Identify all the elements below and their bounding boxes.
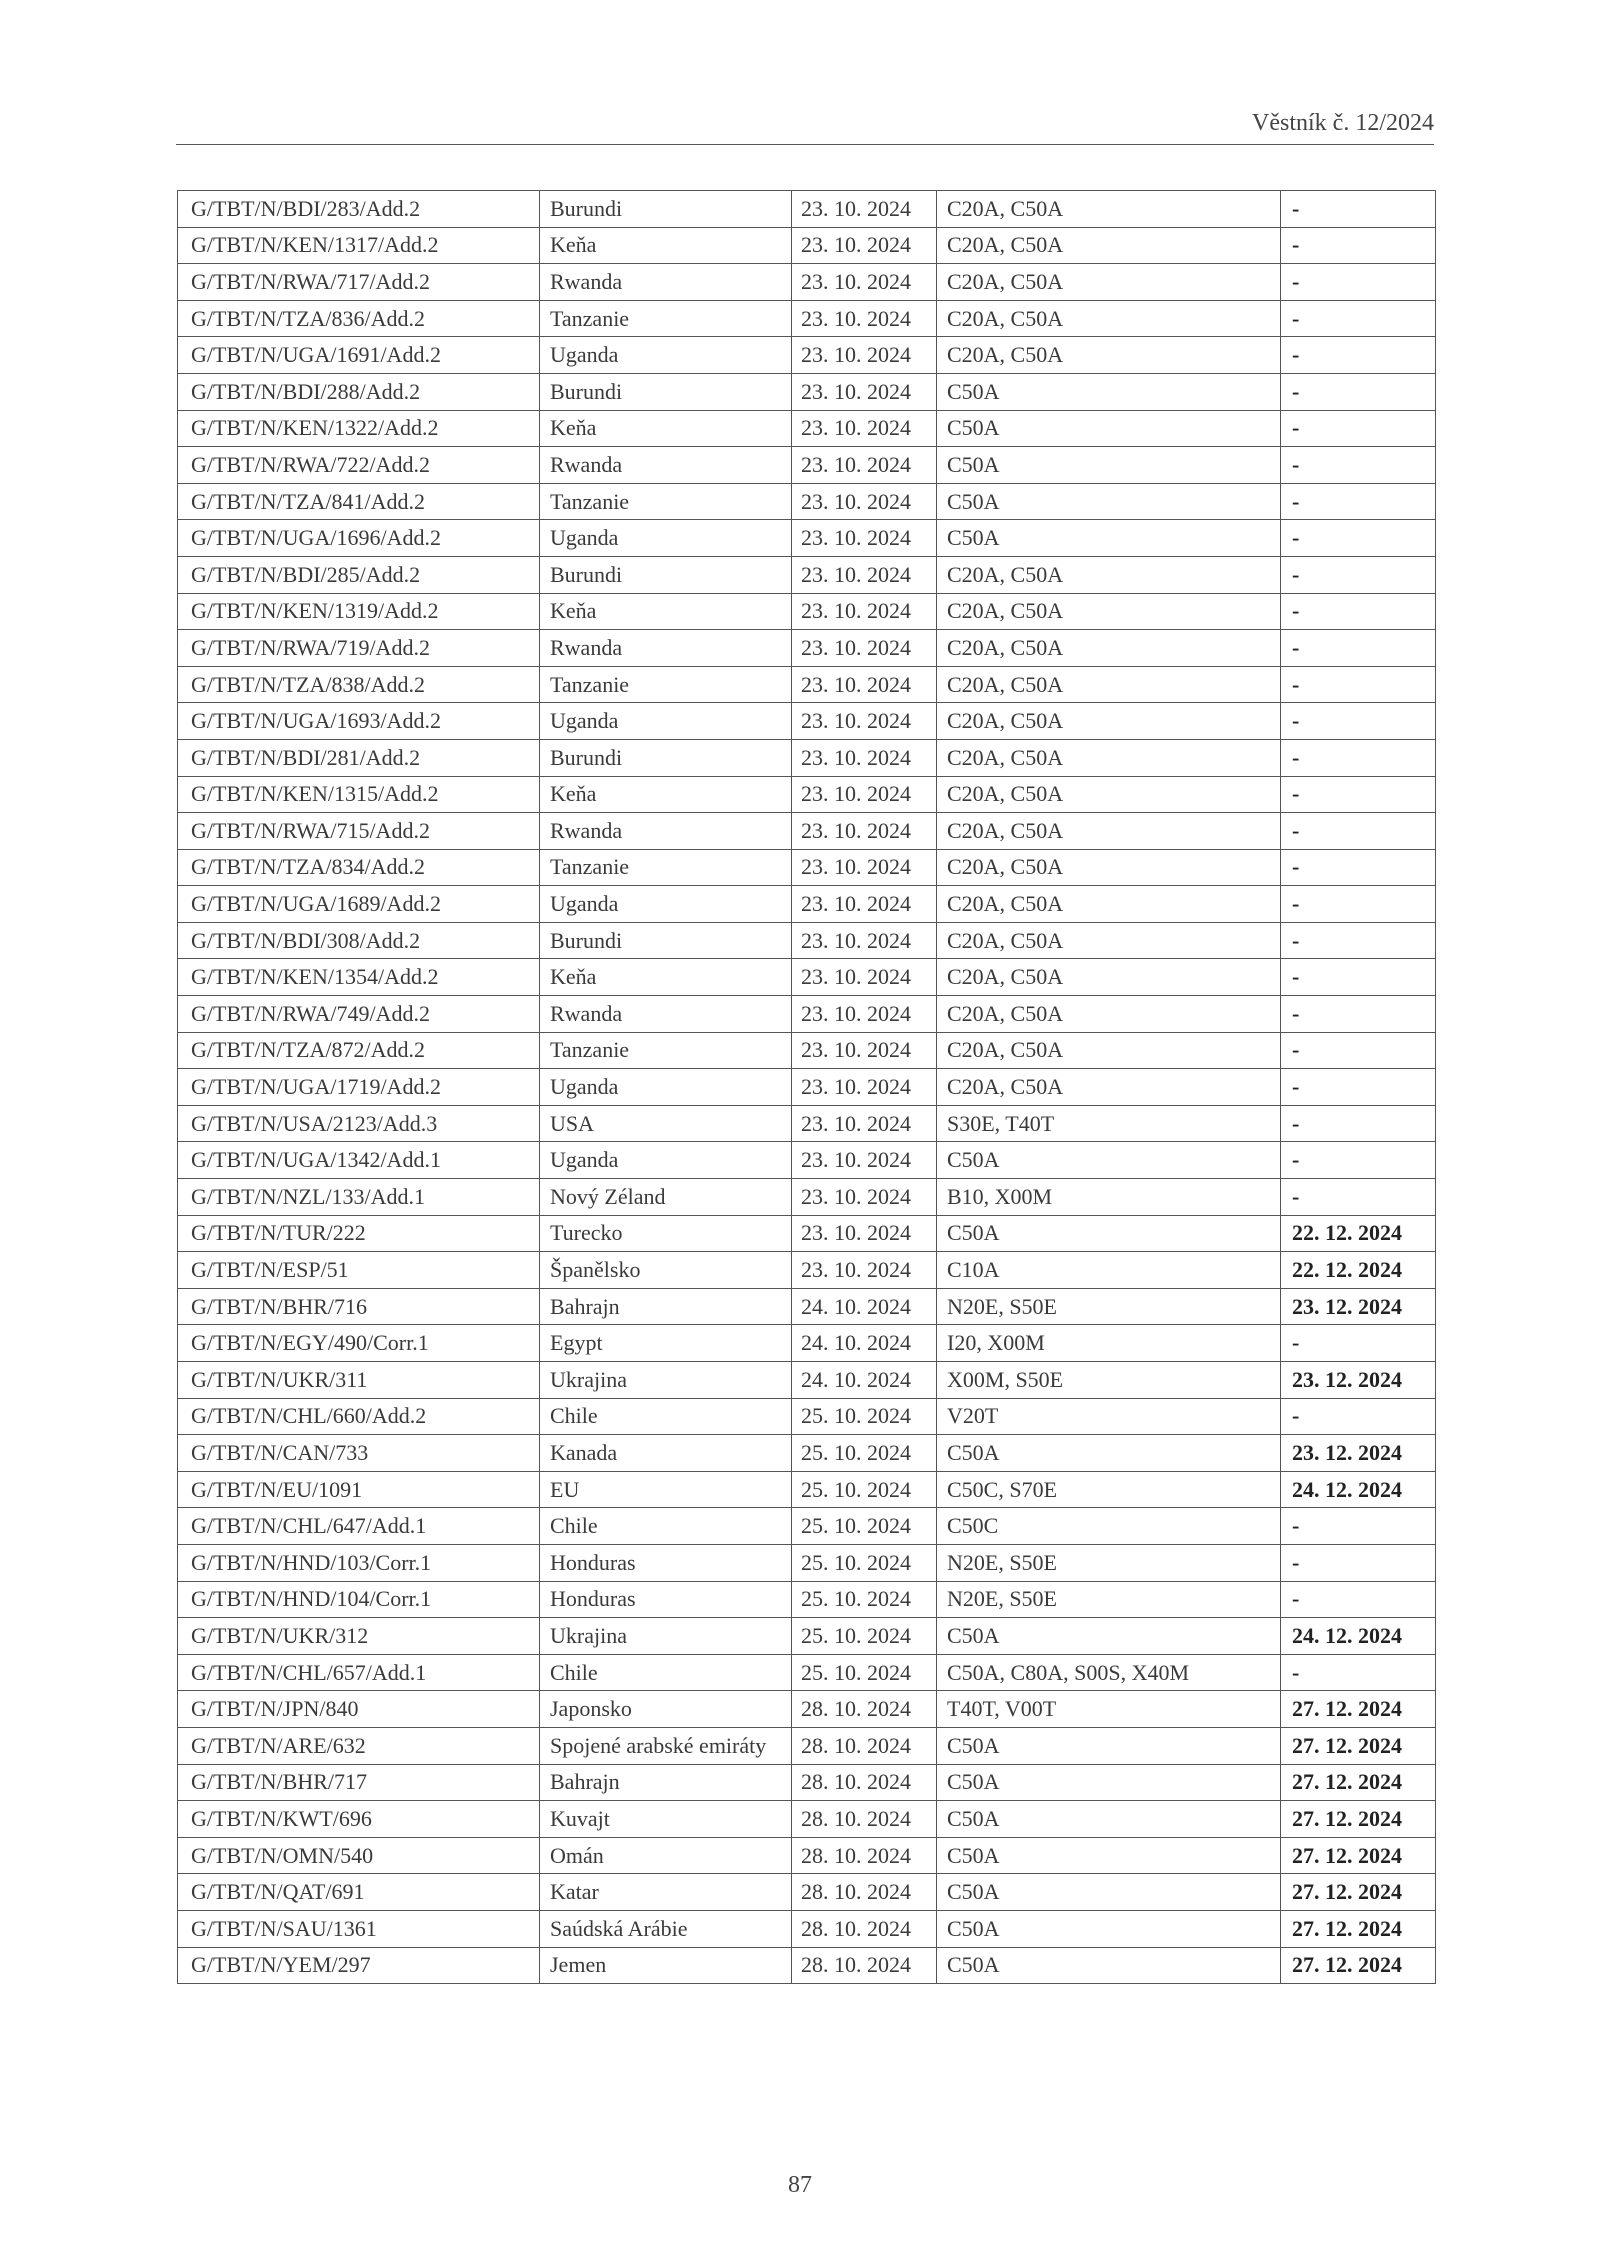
table-row <box>178 922 1436 959</box>
ics-codes-cell: C20A, C50A <box>937 996 1281 1033</box>
country-cell: Burundi <box>540 191 792 228</box>
table-row <box>178 1910 1436 1947</box>
notification-id-cell: G/TBT/N/UGA/1691/Add.2 <box>178 337 540 374</box>
date-cell: 23. 10. 2024 <box>792 776 937 813</box>
comment-deadline-cell: - <box>1281 959 1436 996</box>
country-cell: Tanzanie <box>540 300 792 337</box>
ics-codes-cell: C20A, C50A <box>937 813 1281 850</box>
country-cell: Rwanda <box>540 813 792 850</box>
table-row <box>178 1288 1436 1325</box>
country-cell: Burundi <box>540 373 792 410</box>
table-row <box>178 337 1436 374</box>
ics-codes-cell: C20A, C50A <box>937 337 1281 374</box>
country-cell: Keňa <box>540 593 792 630</box>
country-cell: Keňa <box>540 410 792 447</box>
comment-deadline-cell: - <box>1281 227 1436 264</box>
date-cell: 23. 10. 2024 <box>792 739 937 776</box>
comment-deadline-cell: - <box>1281 1069 1436 1106</box>
ics-codes-cell: C50A <box>937 447 1281 484</box>
date-cell: 23. 10. 2024 <box>792 264 937 301</box>
comment-deadline-cell: - <box>1281 1508 1436 1545</box>
comment-deadline-cell: - <box>1281 1654 1436 1691</box>
country-cell: Keňa <box>540 959 792 996</box>
notification-id-cell: G/TBT/N/UGA/1696/Add.2 <box>178 520 540 557</box>
comment-deadline-cell: - <box>1281 373 1436 410</box>
date-cell: 25. 10. 2024 <box>792 1435 937 1472</box>
notification-id-cell: G/TBT/N/NZL/133/Add.1 <box>178 1179 540 1216</box>
country-cell: Burundi <box>540 922 792 959</box>
country-cell: Uganda <box>540 886 792 923</box>
table-row <box>178 1325 1436 1362</box>
country-cell: Egypt <box>540 1325 792 1362</box>
ics-codes-cell: X00M, S50E <box>937 1362 1281 1399</box>
notification-id-cell: G/TBT/N/UKR/311 <box>178 1362 540 1399</box>
table-row <box>178 1837 1436 1874</box>
comment-deadline-cell: - <box>1281 776 1436 813</box>
ics-codes-cell: C20A, C50A <box>937 264 1281 301</box>
country-cell: Uganda <box>540 520 792 557</box>
ics-codes-cell: N20E, S50E <box>937 1544 1281 1581</box>
notification-id-cell: G/TBT/N/TZA/872/Add.2 <box>178 1032 540 1069</box>
date-cell: 25. 10. 2024 <box>792 1544 937 1581</box>
date-cell: 28. 10. 2024 <box>792 1947 937 1984</box>
notification-id-cell: G/TBT/N/ARE/632 <box>178 1727 540 1764</box>
date-cell: 25. 10. 2024 <box>792 1398 937 1435</box>
ics-codes-cell: I20, X00M <box>937 1325 1281 1362</box>
country-cell: USA <box>540 1105 792 1142</box>
country-cell: Chile <box>540 1398 792 1435</box>
date-cell: 28. 10. 2024 <box>792 1691 937 1728</box>
date-cell: 24. 10. 2024 <box>792 1362 937 1399</box>
date-cell: 28. 10. 2024 <box>792 1837 937 1874</box>
date-cell: 23. 10. 2024 <box>792 520 937 557</box>
comment-deadline-cell: 22. 12. 2024 <box>1281 1252 1436 1289</box>
date-cell: 23. 10. 2024 <box>792 666 937 703</box>
country-cell: Kuvajt <box>540 1801 792 1838</box>
ics-codes-cell: C50A <box>937 1727 1281 1764</box>
country-cell: Tanzanie <box>540 666 792 703</box>
comment-deadline-cell: - <box>1281 191 1436 228</box>
ics-codes-cell: C20A, C50A <box>937 776 1281 813</box>
table-row <box>178 1801 1436 1838</box>
ics-codes-cell: S30E, T40T <box>937 1105 1281 1142</box>
notification-id-cell: G/TBT/N/CHL/657/Add.1 <box>178 1654 540 1691</box>
ics-codes-cell: C20A, C50A <box>937 922 1281 959</box>
date-cell: 28. 10. 2024 <box>792 1727 937 1764</box>
country-cell: Kanada <box>540 1435 792 1472</box>
ics-codes-cell: C10A <box>937 1252 1281 1289</box>
date-cell: 23. 10. 2024 <box>792 996 937 1033</box>
notification-id-cell: G/TBT/N/TUR/222 <box>178 1215 540 1252</box>
notification-id-cell: G/TBT/N/USA/2123/Add.3 <box>178 1105 540 1142</box>
country-cell: Rwanda <box>540 996 792 1033</box>
notification-id-cell: G/TBT/N/BDI/285/Add.2 <box>178 556 540 593</box>
notification-id-cell: G/TBT/N/HND/103/Corr.1 <box>178 1544 540 1581</box>
table-row <box>178 1032 1436 1069</box>
notification-id-cell: G/TBT/N/BDI/283/Add.2 <box>178 191 540 228</box>
comment-deadline-cell: 23. 12. 2024 <box>1281 1362 1436 1399</box>
comment-deadline-cell: - <box>1281 447 1436 484</box>
ics-codes-cell: B10, X00M <box>937 1179 1281 1216</box>
table-row <box>178 1069 1436 1106</box>
table-row <box>178 1508 1436 1545</box>
country-cell: Saúdská Arábie <box>540 1910 792 1947</box>
notification-id-cell: G/TBT/N/TZA/836/Add.2 <box>178 300 540 337</box>
date-cell: 23. 10. 2024 <box>792 1215 937 1252</box>
date-cell: 23. 10. 2024 <box>792 191 937 228</box>
comment-deadline-cell: - <box>1281 520 1436 557</box>
notification-id-cell: G/TBT/N/TZA/838/Add.2 <box>178 666 540 703</box>
table-body <box>178 191 1436 1984</box>
notification-id-cell: G/TBT/N/CHL/660/Add.2 <box>178 1398 540 1435</box>
comment-deadline-cell: - <box>1281 1325 1436 1362</box>
notification-id-cell: G/TBT/N/BDI/308/Add.2 <box>178 922 540 959</box>
table-row <box>178 227 1436 264</box>
ics-codes-cell: C20A, C50A <box>937 556 1281 593</box>
table-row <box>178 1105 1436 1142</box>
comment-deadline-cell: - <box>1281 886 1436 923</box>
date-cell: 28. 10. 2024 <box>792 1801 937 1838</box>
ics-codes-cell: C20A, C50A <box>937 739 1281 776</box>
date-cell: 23. 10. 2024 <box>792 849 937 886</box>
ics-codes-cell: C20A, C50A <box>937 593 1281 630</box>
comment-deadline-cell: 27. 12. 2024 <box>1281 1837 1436 1874</box>
ics-codes-cell: C50A <box>937 1910 1281 1947</box>
table-row <box>178 520 1436 557</box>
ics-codes-cell: C20A, C50A <box>937 227 1281 264</box>
comment-deadline-cell: - <box>1281 593 1436 630</box>
notification-id-cell: G/TBT/N/KWT/696 <box>178 1801 540 1838</box>
date-cell: 23. 10. 2024 <box>792 447 937 484</box>
ics-codes-cell: C20A, C50A <box>937 1069 1281 1106</box>
comment-deadline-cell: - <box>1281 337 1436 374</box>
comment-deadline-cell: - <box>1281 556 1436 593</box>
date-cell: 24. 10. 2024 <box>792 1325 937 1362</box>
ics-codes-cell: C50A <box>937 410 1281 447</box>
date-cell: 23. 10. 2024 <box>792 483 937 520</box>
page-header <box>176 110 1434 145</box>
date-cell: 25. 10. 2024 <box>792 1618 937 1655</box>
page-number: 87 <box>788 2172 812 2198</box>
table-row <box>178 739 1436 776</box>
ics-codes-cell: C50A, C80A, S00S, X40M <box>937 1654 1281 1691</box>
notification-id-cell: G/TBT/N/RWA/719/Add.2 <box>178 630 540 667</box>
notification-id-cell: G/TBT/N/ESP/51 <box>178 1252 540 1289</box>
table-row <box>178 1215 1436 1252</box>
ics-codes-cell: C50A <box>937 520 1281 557</box>
date-cell: 23. 10. 2024 <box>792 1179 937 1216</box>
notification-id-cell: G/TBT/N/RWA/717/Add.2 <box>178 264 540 301</box>
comment-deadline-cell: 24. 12. 2024 <box>1281 1618 1436 1655</box>
date-cell: 23. 10. 2024 <box>792 556 937 593</box>
notification-table <box>177 190 1436 1984</box>
date-cell: 23. 10. 2024 <box>792 1105 937 1142</box>
comment-deadline-cell: 27. 12. 2024 <box>1281 1910 1436 1947</box>
table-row <box>178 959 1436 996</box>
comment-deadline-cell: - <box>1281 813 1436 850</box>
country-cell: Ukrajina <box>540 1362 792 1399</box>
table-row <box>178 630 1436 667</box>
comment-deadline-cell: 27. 12. 2024 <box>1281 1764 1436 1801</box>
date-cell: 23. 10. 2024 <box>792 593 937 630</box>
country-cell: Keňa <box>540 227 792 264</box>
notification-id-cell: G/TBT/N/CHL/647/Add.1 <box>178 1508 540 1545</box>
comment-deadline-cell: 27. 12. 2024 <box>1281 1874 1436 1911</box>
notification-id-cell: G/TBT/N/BDI/281/Add.2 <box>178 739 540 776</box>
country-cell: Keňa <box>540 776 792 813</box>
notification-id-cell: G/TBT/N/KEN/1322/Add.2 <box>178 410 540 447</box>
date-cell: 25. 10. 2024 <box>792 1654 937 1691</box>
ics-codes-cell: C50A <box>937 1764 1281 1801</box>
comment-deadline-cell: 27. 12. 2024 <box>1281 1801 1436 1838</box>
ics-codes-cell: C20A, C50A <box>937 849 1281 886</box>
notification-id-cell: G/TBT/N/KEN/1315/Add.2 <box>178 776 540 813</box>
notification-id-cell: G/TBT/N/EU/1091 <box>178 1471 540 1508</box>
country-cell: Španělsko <box>540 1252 792 1289</box>
date-cell: 23. 10. 2024 <box>792 813 937 850</box>
comment-deadline-cell: - <box>1281 703 1436 740</box>
notification-id-cell: G/TBT/N/BHR/716 <box>178 1288 540 1325</box>
ics-codes-cell: V20T <box>937 1398 1281 1435</box>
ics-codes-cell: C20A, C50A <box>937 886 1281 923</box>
notification-id-cell: G/TBT/N/UGA/1719/Add.2 <box>178 1069 540 1106</box>
table-row <box>178 447 1436 484</box>
ics-codes-cell: C50A <box>937 1215 1281 1252</box>
date-cell: 25. 10. 2024 <box>792 1508 937 1545</box>
country-cell: Burundi <box>540 556 792 593</box>
date-cell: 23. 10. 2024 <box>792 703 937 740</box>
table-row <box>178 1179 1436 1216</box>
date-cell: 25. 10. 2024 <box>792 1471 937 1508</box>
date-cell: 28. 10. 2024 <box>792 1910 937 1947</box>
notification-id-cell: G/TBT/N/RWA/749/Add.2 <box>178 996 540 1033</box>
table-row <box>178 1471 1436 1508</box>
notification-id-cell: G/TBT/N/QAT/691 <box>178 1874 540 1911</box>
comment-deadline-cell: - <box>1281 1032 1436 1069</box>
ics-codes-cell: C50A <box>937 1142 1281 1179</box>
table-row <box>178 996 1436 1033</box>
table-row <box>178 703 1436 740</box>
comment-deadline-cell: - <box>1281 264 1436 301</box>
country-cell: Honduras <box>540 1581 792 1618</box>
table-row <box>178 1581 1436 1618</box>
table-row <box>178 1727 1436 1764</box>
ics-codes-cell: C50A <box>937 1801 1281 1838</box>
comment-deadline-cell: - <box>1281 666 1436 703</box>
country-cell: Bahrajn <box>540 1288 792 1325</box>
ics-codes-cell: C20A, C50A <box>937 1032 1281 1069</box>
comment-deadline-cell: - <box>1281 996 1436 1033</box>
country-cell: Nový Zéland <box>540 1179 792 1216</box>
comment-deadline-cell: - <box>1281 1142 1436 1179</box>
notification-id-cell: G/TBT/N/UKR/312 <box>178 1618 540 1655</box>
date-cell: 23. 10. 2024 <box>792 337 937 374</box>
table-row <box>178 1544 1436 1581</box>
country-cell: Katar <box>540 1874 792 1911</box>
comment-deadline-cell: - <box>1281 630 1436 667</box>
ics-codes-cell: C20A, C50A <box>937 191 1281 228</box>
date-cell: 23. 10. 2024 <box>792 630 937 667</box>
table-row <box>178 1142 1436 1179</box>
date-cell: 23. 10. 2024 <box>792 1252 937 1289</box>
ics-codes-cell: C50A <box>937 1618 1281 1655</box>
country-cell: Chile <box>540 1508 792 1545</box>
table-row <box>178 1618 1436 1655</box>
country-cell: Uganda <box>540 1069 792 1106</box>
ics-codes-cell: C50A <box>937 1874 1281 1911</box>
country-cell: Jemen <box>540 1947 792 1984</box>
table-row <box>178 556 1436 593</box>
country-cell: Rwanda <box>540 447 792 484</box>
comment-deadline-cell: 27. 12. 2024 <box>1281 1691 1436 1728</box>
comment-deadline-cell: - <box>1281 1398 1436 1435</box>
country-cell: Burundi <box>540 739 792 776</box>
comment-deadline-cell: 27. 12. 2024 <box>1281 1947 1436 1984</box>
comment-deadline-cell: - <box>1281 739 1436 776</box>
ics-codes-cell: N20E, S50E <box>937 1581 1281 1618</box>
ics-codes-cell: C20A, C50A <box>937 703 1281 740</box>
comment-deadline-cell: - <box>1281 410 1436 447</box>
comment-deadline-cell: 24. 12. 2024 <box>1281 1471 1436 1508</box>
country-cell: Chile <box>540 1654 792 1691</box>
notification-id-cell: G/TBT/N/TZA/834/Add.2 <box>178 849 540 886</box>
notification-id-cell: G/TBT/N/CAN/733 <box>178 1435 540 1472</box>
table-row <box>178 1252 1436 1289</box>
notification-id-cell: G/TBT/N/UGA/1689/Add.2 <box>178 886 540 923</box>
table-row <box>178 300 1436 337</box>
ics-codes-cell: C20A, C50A <box>937 300 1281 337</box>
comment-deadline-cell: - <box>1281 1581 1436 1618</box>
ics-codes-cell: T40T, V00T <box>937 1691 1281 1728</box>
date-cell: 23. 10. 2024 <box>792 922 937 959</box>
date-cell: 23. 10. 2024 <box>792 227 937 264</box>
country-cell: Tanzanie <box>540 483 792 520</box>
table-row <box>178 1398 1436 1435</box>
country-cell: EU <box>540 1471 792 1508</box>
country-cell: Ukrajina <box>540 1618 792 1655</box>
ics-codes-cell: C50A <box>937 373 1281 410</box>
notification-id-cell: G/TBT/N/OMN/540 <box>178 1837 540 1874</box>
country-cell: Tanzanie <box>540 849 792 886</box>
ics-codes-cell: C50A <box>937 1947 1281 1984</box>
comment-deadline-cell: 27. 12. 2024 <box>1281 1727 1436 1764</box>
table-row <box>178 1691 1436 1728</box>
table-row <box>178 191 1436 228</box>
table-row <box>178 1362 1436 1399</box>
date-cell: 25. 10. 2024 <box>792 1581 937 1618</box>
date-cell: 23. 10. 2024 <box>792 959 937 996</box>
table-row <box>178 483 1436 520</box>
ics-codes-cell: C50A <box>937 1837 1281 1874</box>
comment-deadline-cell: 23. 12. 2024 <box>1281 1435 1436 1472</box>
notification-id-cell: G/TBT/N/BHR/717 <box>178 1764 540 1801</box>
country-cell: Omán <box>540 1837 792 1874</box>
ics-codes-cell: C20A, C50A <box>937 630 1281 667</box>
table-row <box>178 264 1436 301</box>
table-row <box>178 813 1436 850</box>
country-cell: Tanzanie <box>540 1032 792 1069</box>
comment-deadline-cell: - <box>1281 849 1436 886</box>
date-cell: 23. 10. 2024 <box>792 886 937 923</box>
ics-codes-cell: N20E, S50E <box>937 1288 1281 1325</box>
date-cell: 23. 10. 2024 <box>792 1069 937 1106</box>
country-cell: Rwanda <box>540 264 792 301</box>
notification-id-cell: G/TBT/N/KEN/1319/Add.2 <box>178 593 540 630</box>
notification-id-cell: G/TBT/N/KEN/1354/Add.2 <box>178 959 540 996</box>
date-cell: 24. 10. 2024 <box>792 1288 937 1325</box>
table-row <box>178 593 1436 630</box>
table-row <box>178 1764 1436 1801</box>
date-cell: 28. 10. 2024 <box>792 1874 937 1911</box>
comment-deadline-cell: - <box>1281 300 1436 337</box>
date-cell: 23. 10. 2024 <box>792 410 937 447</box>
comment-deadline-cell: - <box>1281 1544 1436 1581</box>
ics-codes-cell: C50A <box>937 1435 1281 1472</box>
notification-id-cell: G/TBT/N/EGY/490/Corr.1 <box>178 1325 540 1362</box>
country-cell: Uganda <box>540 703 792 740</box>
comment-deadline-cell: 23. 12. 2024 <box>1281 1288 1436 1325</box>
comment-deadline-cell: - <box>1281 1179 1436 1216</box>
date-cell: 28. 10. 2024 <box>792 1764 937 1801</box>
country-cell: Japonsko <box>540 1691 792 1728</box>
notification-id-cell: G/TBT/N/UGA/1342/Add.1 <box>178 1142 540 1179</box>
ics-codes-cell: C20A, C50A <box>937 666 1281 703</box>
ics-codes-cell: C50C <box>937 1508 1281 1545</box>
country-cell: Uganda <box>540 337 792 374</box>
table-row <box>178 666 1436 703</box>
notification-id-cell: G/TBT/N/RWA/715/Add.2 <box>178 813 540 850</box>
table-row <box>178 886 1436 923</box>
country-cell: Bahrajn <box>540 1764 792 1801</box>
notification-id-cell: G/TBT/N/HND/104/Corr.1 <box>178 1581 540 1618</box>
notification-id-cell: G/TBT/N/SAU/1361 <box>178 1910 540 1947</box>
ics-codes-cell: C20A, C50A <box>937 959 1281 996</box>
notification-id-cell: G/TBT/N/JPN/840 <box>178 1691 540 1728</box>
table-row <box>178 1654 1436 1691</box>
date-cell: 23. 10. 2024 <box>792 1032 937 1069</box>
country-cell: Honduras <box>540 1544 792 1581</box>
comment-deadline-cell: - <box>1281 922 1436 959</box>
comment-deadline-cell: - <box>1281 483 1436 520</box>
country-cell: Turecko <box>540 1215 792 1252</box>
notification-id-cell: G/TBT/N/KEN/1317/Add.2 <box>178 227 540 264</box>
table-row <box>178 776 1436 813</box>
table-row <box>178 373 1436 410</box>
country-cell: Spojené arabské emiráty <box>540 1727 792 1764</box>
table-row <box>178 410 1436 447</box>
table-row <box>178 1874 1436 1911</box>
country-cell: Rwanda <box>540 630 792 667</box>
table-row <box>178 849 1436 886</box>
comment-deadline-cell: 22. 12. 2024 <box>1281 1215 1436 1252</box>
notification-id-cell: G/TBT/N/RWA/722/Add.2 <box>178 447 540 484</box>
ics-codes-cell: C50A <box>937 483 1281 520</box>
notification-id-cell: G/TBT/N/UGA/1693/Add.2 <box>178 703 540 740</box>
notification-id-cell: G/TBT/N/YEM/297 <box>178 1947 540 1984</box>
table-row <box>178 1947 1436 1984</box>
bulletin-title: Věstník č. 12/2024 <box>1252 110 1434 136</box>
date-cell: 23. 10. 2024 <box>792 1142 937 1179</box>
country-cell: Uganda <box>540 1142 792 1179</box>
date-cell: 23. 10. 2024 <box>792 300 937 337</box>
notification-id-cell: G/TBT/N/BDI/288/Add.2 <box>178 373 540 410</box>
ics-codes-cell: C50C, S70E <box>937 1471 1281 1508</box>
comment-deadline-cell: - <box>1281 1105 1436 1142</box>
notification-id-cell: G/TBT/N/TZA/841/Add.2 <box>178 483 540 520</box>
table-row <box>178 1435 1436 1472</box>
date-cell: 23. 10. 2024 <box>792 373 937 410</box>
